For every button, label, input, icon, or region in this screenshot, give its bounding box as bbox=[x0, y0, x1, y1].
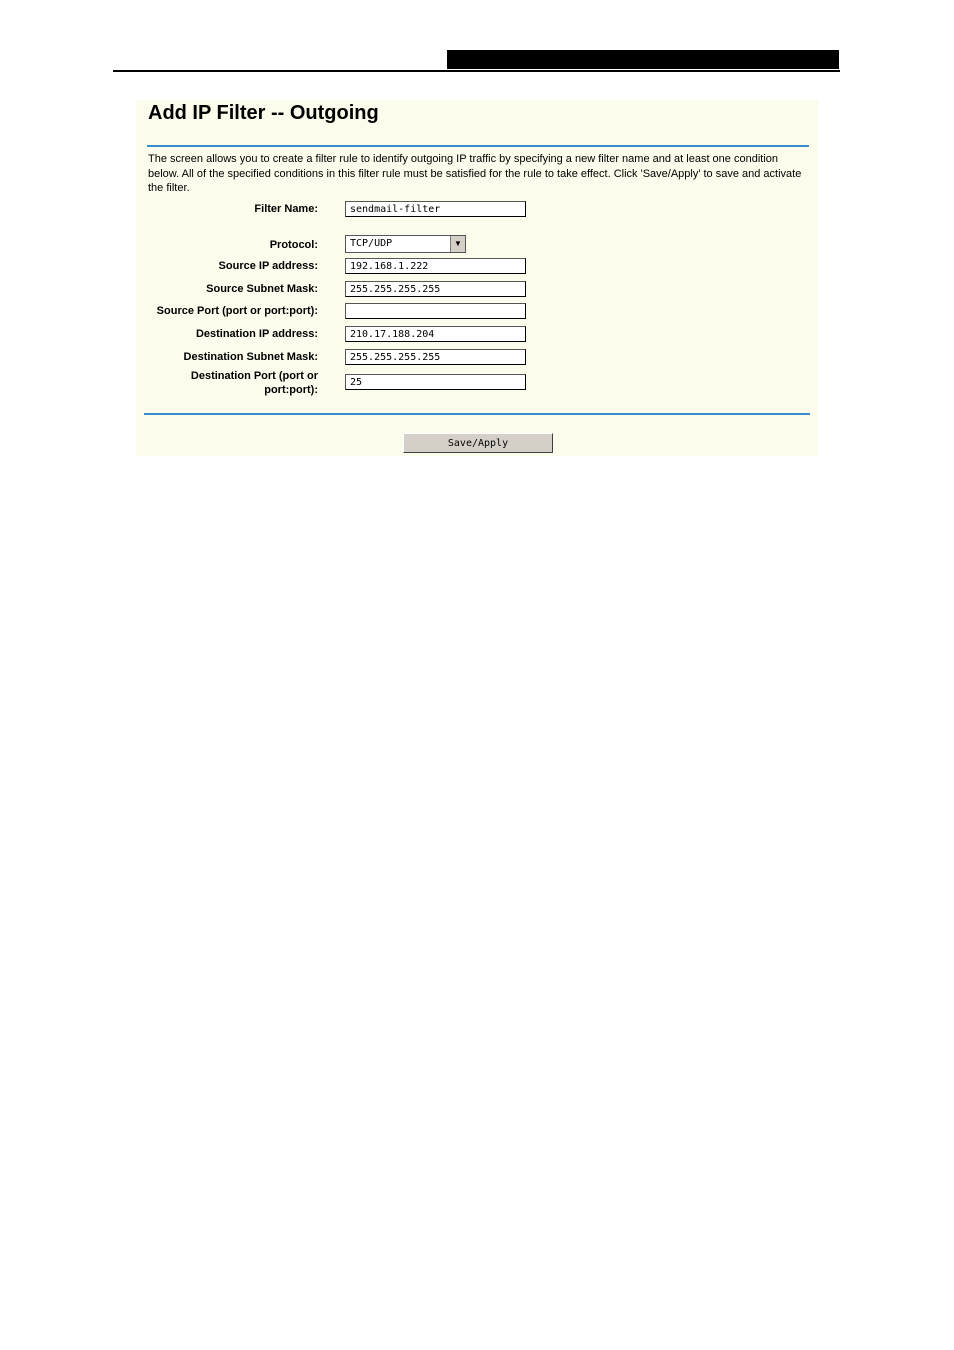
source-ip-label: Source IP address: bbox=[218, 260, 318, 272]
bottom-divider bbox=[144, 413, 810, 415]
destination-port-input[interactable] bbox=[345, 374, 526, 390]
source-subnet-mask-label: Source Subnet Mask: bbox=[206, 283, 318, 295]
destination-ip-label: Destination IP address: bbox=[195, 328, 318, 340]
destination-port-label-line2: port:port): bbox=[264, 384, 318, 396]
page-title: Add IP Filter -- Outgoing bbox=[148, 102, 379, 124]
destination-ip-input[interactable] bbox=[345, 326, 526, 342]
source-port-label: Source Port (port or port:port): bbox=[156, 305, 318, 317]
top-divider bbox=[147, 145, 809, 147]
add-ip-filter-panel bbox=[136, 100, 818, 456]
filter-name-input[interactable] bbox=[345, 201, 526, 217]
destination-port-label-line1: Destination Port (port or bbox=[190, 370, 318, 382]
source-port-input[interactable] bbox=[345, 303, 526, 319]
destination-subnet-mask-label: Destination Subnet Mask: bbox=[183, 351, 318, 363]
protocol-select[interactable] bbox=[345, 235, 466, 253]
filter-name-label: Filter Name: bbox=[254, 203, 318, 215]
source-subnet-mask-input[interactable] bbox=[345, 281, 526, 297]
document-header-bar bbox=[447, 50, 839, 69]
document-header-rule bbox=[113, 70, 840, 72]
page-description: The screen allows you to create a filter rule to identify outgoing IP traffic by specifying a new filter name and at least one condition below. All of the specified conditions in this filter rule must be satisfied for the rule to take effect. Click 'Save/Apply' to save and activate the filter. bbox=[148, 153, 802, 194]
protocol-label: Protocol: bbox=[269, 239, 318, 251]
save-apply-button[interactable]: Save/Apply bbox=[403, 433, 553, 453]
chevron-down-icon[interactable]: ▼ bbox=[450, 236, 465, 252]
source-ip-input[interactable] bbox=[345, 258, 526, 274]
protocol-selected-value: TCP/UDP bbox=[350, 238, 393, 249]
destination-subnet-mask-input[interactable] bbox=[345, 349, 526, 365]
